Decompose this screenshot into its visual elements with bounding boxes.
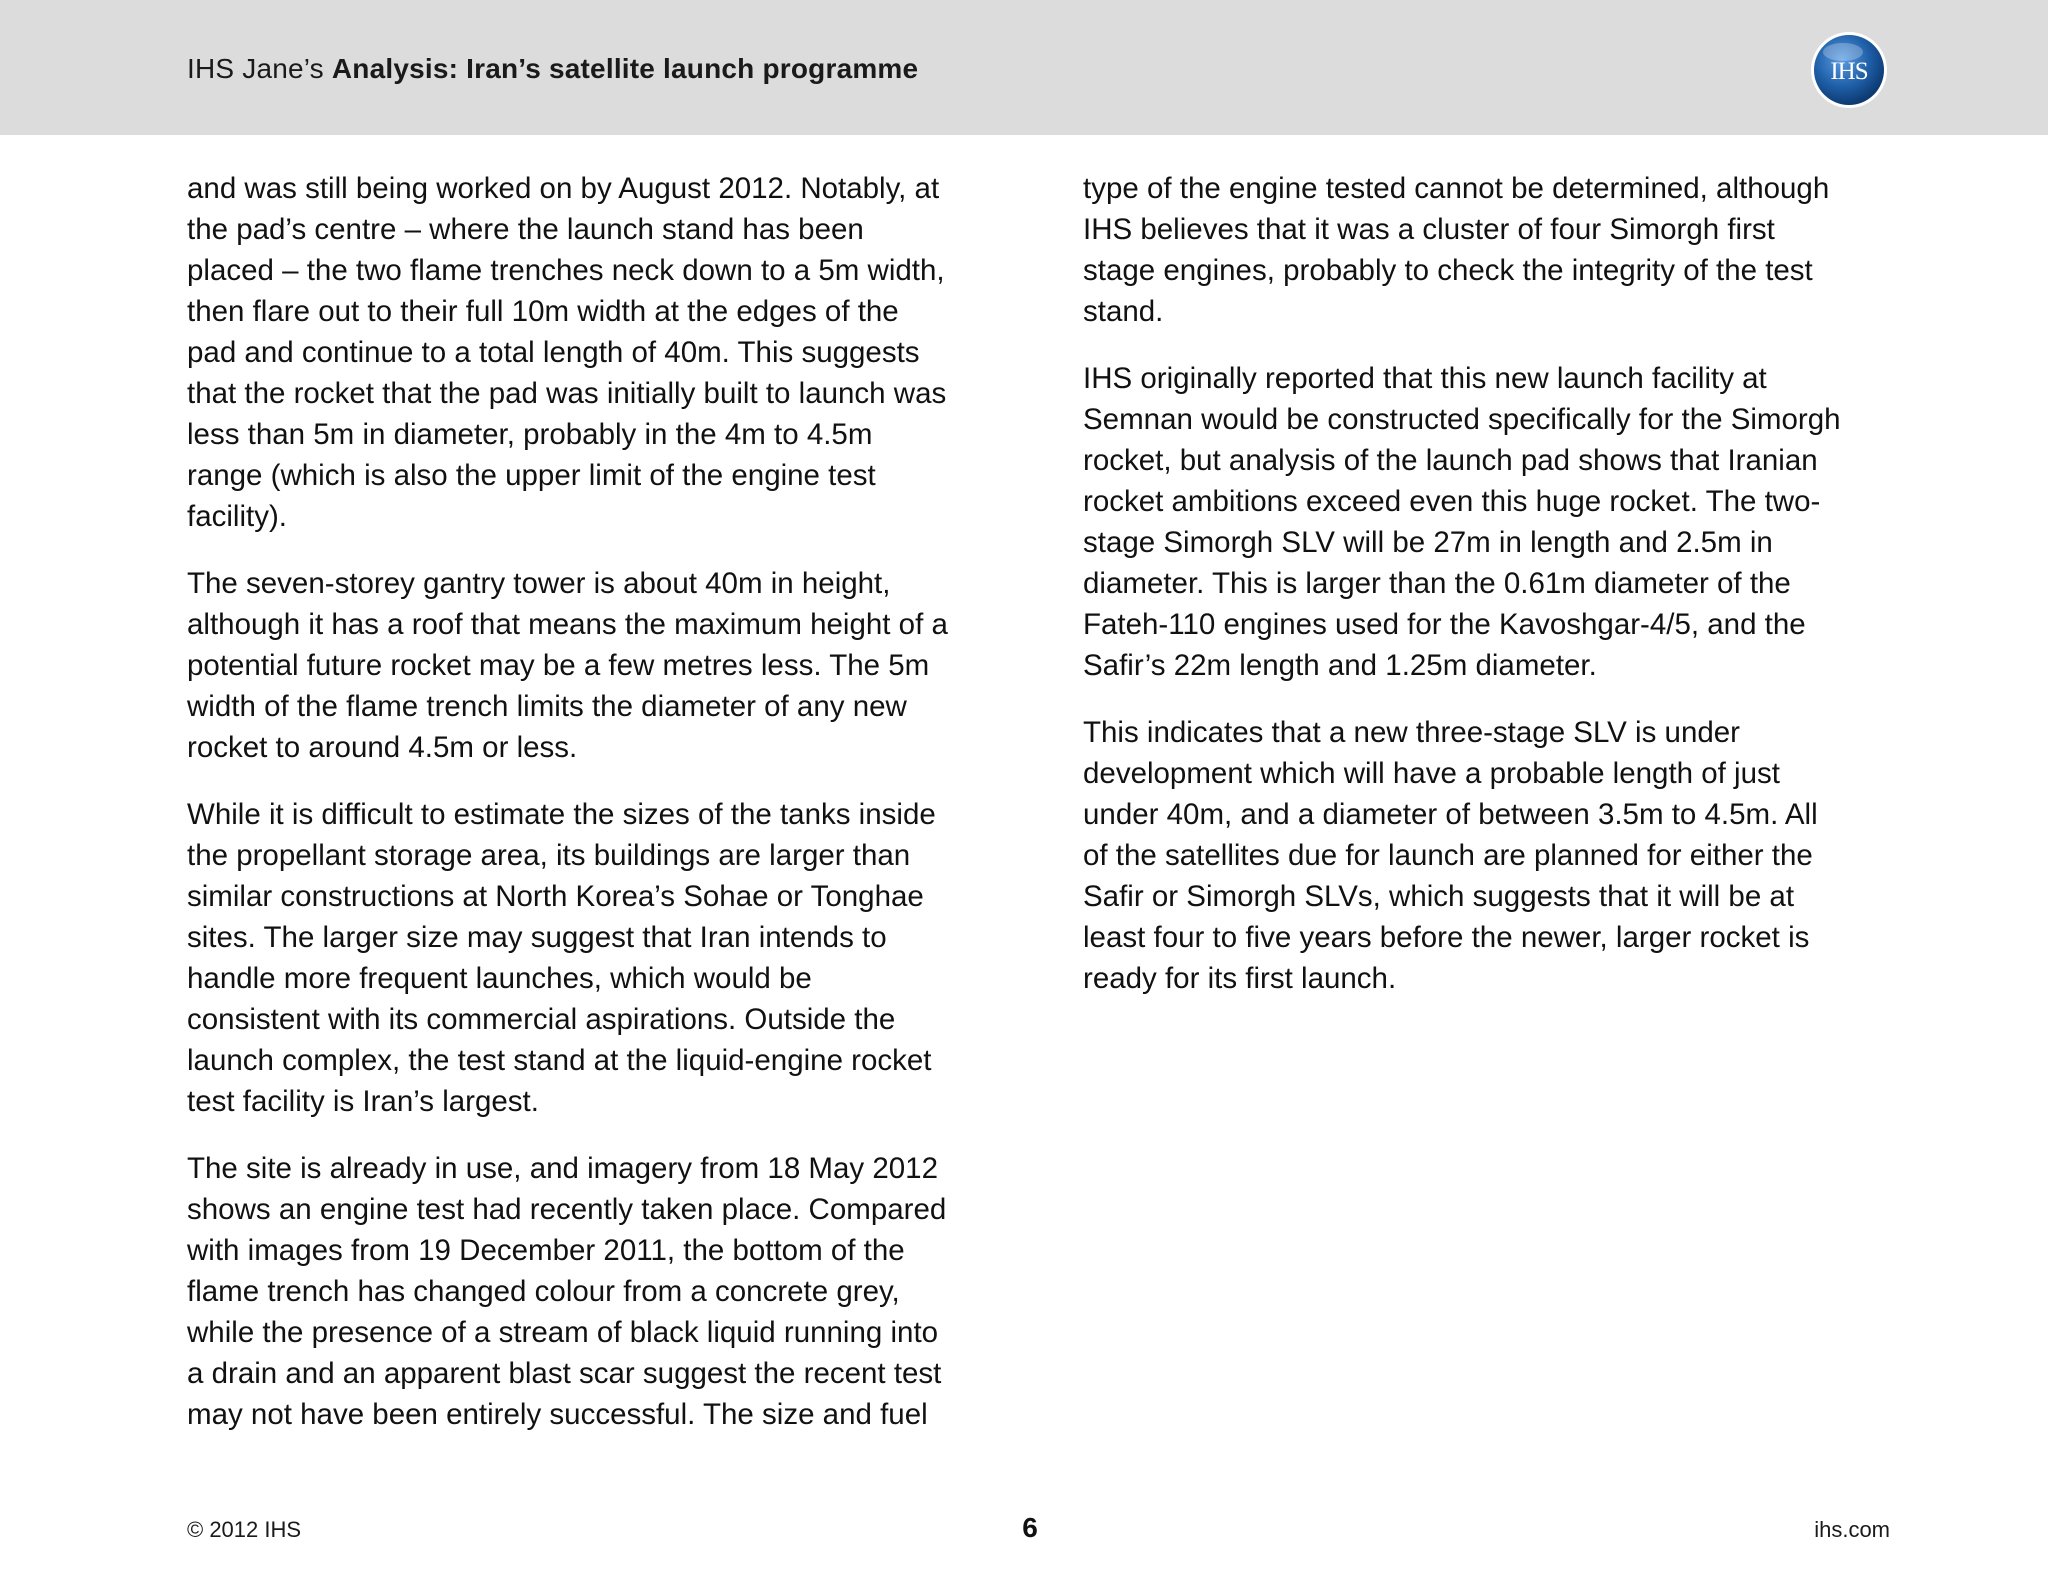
document-title [187,53,918,85]
paragraph: IHS originally reported that this new launch facility at Semnan would be constructed specifically for the Simorgh rocket, but analysis of the launch pad shows that Iranian rocket ambitions exceed even this huge rocket. The two- stage Simorgh SLV will be 27m in length and 2.5m in diameter. This is larger than the 0.61m diameter of the Fateh-110 engines used for the Kavoshgar-4/5, and the Safir’s 22m length and 1.25m diameter. [1083,362,1841,682]
title-bold: Analysis: Iran’s satellite launch programme [331,53,919,84]
ihs-globe-logo-icon [1809,30,1889,110]
paragraph: The seven-storey gantry tower is about 40m in height, although it has a roof that means the maximum height of a potential future rocket may be a few metres less. The 5m width of the flame trench limits the diameter of any new rocket to around 4.5m or less. [187,567,948,764]
paragraph: and was still being worked on by August 2012. Notably, at the pad’s centre – where the launch stand has been placed – the two flame trenches neck down to a 5m width, then flare out to their full 10m width at the edges of the pad and continue to a total length of 40m. This suggests that the rocket that the pad was initially built to launch was less than 5m in diameter, probably in the 4m to 4.5m range (which is also the upper limit of the engine test facility). [187,172,947,533]
right-column [1083,168,1913,1025]
paragraph: This indicates that a new three-stage SLV is under development which will have a probable length of just under 40m, and a diameter of between 3.5m to 4.5m. All of the satellites due for launch are planned for either the Safir or Simorgh SLVs, which suggests that it will be at least four to five years before the newer, larger rocket is ready for its first launch. [1083,716,1818,995]
page-number: 6 [1022,1512,1038,1543]
footer-copyright: © 2012 IHS [187,1517,302,1542]
page-header [0,0,2048,135]
paragraph: While it is difficult to estimate the sizes of the tanks inside the propellant storage area, its buildings are larger than similar constructions at North Korea’s Sohae or Tonghae sites. The larger size may suggest that Iran intends to handle more frequent launches, which would be consistent with its commercial aspirations. Outside the launch complex, the test stand at the liquid-engine rocket test facility is Iran’s largest. [187,798,936,1118]
paragraph: The site is already in use, and imagery from 18 May 2012 shows an engine test had recently taken place. Compared with images from 19 December 2011, the bottom of the flame trench has changed colour from a concrete grey, while the presence of a stream of black liquid running into a drain and an apparent blast scar suggest the recent test may not have been entirely successful. The size and fuel [187,1152,947,1431]
title-prefix: IHS Jane’s [187,53,332,84]
footer-website: ihs.com [1814,1517,1890,1542]
logo-text: IHS [1830,58,1868,85]
paragraph: type of the engine tested cannot be determined, although IHS believes that it was a cluster of four Simorgh first stage engines, probably to check the integrity of the test stand. [1083,172,1830,328]
left-column [187,168,1017,1461]
